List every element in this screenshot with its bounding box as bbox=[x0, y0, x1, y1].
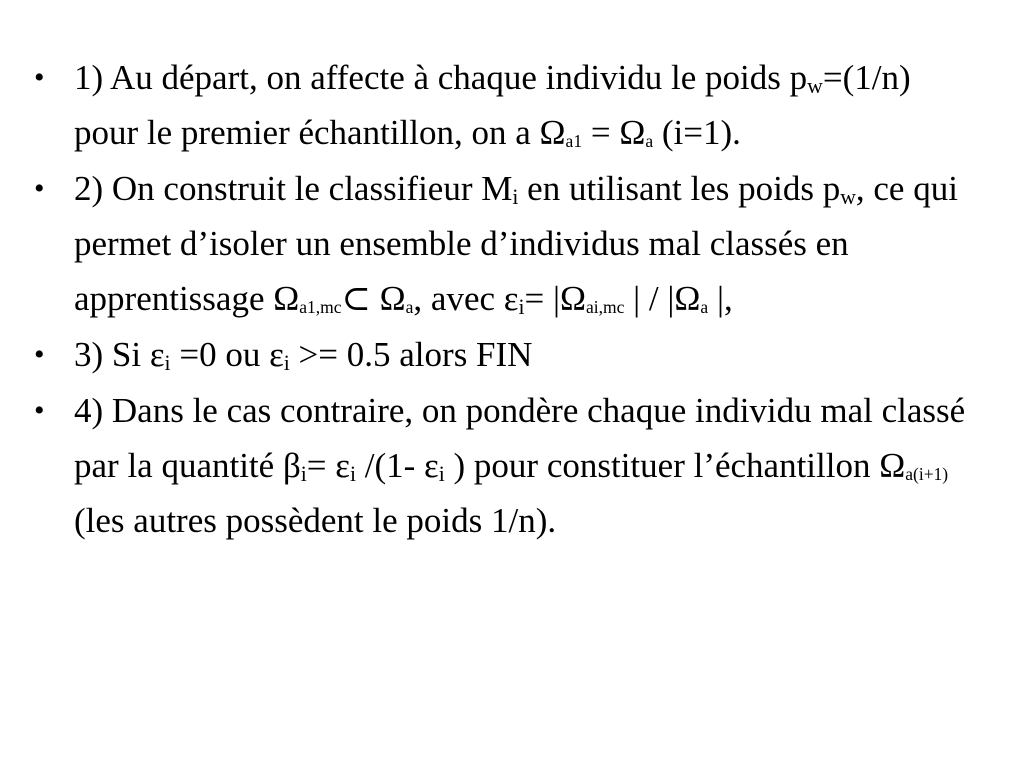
text-run: en utilisant les poids p bbox=[518, 169, 841, 208]
text-run: = |Ω bbox=[524, 279, 587, 318]
bullet-icon: • bbox=[34, 61, 45, 94]
text-run: 4) Dans le cas contraire, on pondère chaque individu mal classé par la quantité β bbox=[74, 391, 966, 485]
bullet-item-4 bbox=[34, 383, 974, 548]
subscript: w bbox=[807, 73, 823, 98]
text-run: (i=1). bbox=[653, 113, 741, 152]
subscript: i bbox=[349, 461, 356, 486]
subscript: w bbox=[840, 184, 856, 209]
subscript: i bbox=[438, 461, 445, 486]
text-run: ) pour constituer l’échantillon Ω bbox=[444, 446, 906, 485]
bullet-item-3 bbox=[34, 327, 974, 382]
subscript: i bbox=[300, 461, 307, 486]
subscript: a(i+1) bbox=[905, 464, 949, 485]
text-run: =(1/n) pour le premier échantillon, on a Ω bbox=[74, 58, 911, 152]
subscript: a1,mc bbox=[299, 297, 342, 318]
bullet-icon: • bbox=[34, 172, 45, 205]
text-run: >= 0.5 alors FIN bbox=[289, 335, 533, 374]
subscript: a bbox=[405, 297, 414, 318]
text-run: |, bbox=[708, 279, 733, 318]
bullet-list bbox=[34, 50, 974, 549]
text-run: , ce qui permet d’isoler un ensemble d’individus mal classés en apprentissage Ω bbox=[74, 169, 958, 318]
bullet-icon: • bbox=[34, 394, 45, 427]
bullet-icon: • bbox=[34, 338, 45, 371]
text-run: , avec ε bbox=[413, 279, 519, 318]
subscript: ai,mc bbox=[586, 297, 625, 318]
text-run: 1) Au départ, on affecte à chaque individu le poids p bbox=[74, 58, 808, 97]
subscript: i bbox=[283, 350, 290, 375]
bullet-item-1 bbox=[34, 50, 974, 160]
text-run: 3) Si ε bbox=[74, 335, 165, 374]
subscript: a1 bbox=[565, 131, 583, 152]
subscript: a bbox=[645, 131, 654, 152]
text-run: | / |Ω bbox=[624, 279, 701, 318]
text-run: 2) On construit le classifieur M bbox=[74, 169, 513, 208]
text-run: /(1- ε bbox=[356, 446, 439, 485]
subscript: i bbox=[518, 294, 525, 319]
subscript: a bbox=[700, 297, 709, 318]
text-run: = ε bbox=[306, 446, 350, 485]
text-run: (les autres possèdent le poids 1/n). bbox=[74, 501, 557, 540]
text-run: ⊂ Ω bbox=[341, 279, 406, 318]
text-run: =0 ou ε bbox=[170, 335, 284, 374]
text-run: = Ω bbox=[582, 113, 646, 152]
subscript: i bbox=[512, 184, 519, 209]
subscript: i bbox=[164, 350, 171, 375]
bullet-item-2 bbox=[34, 161, 974, 326]
